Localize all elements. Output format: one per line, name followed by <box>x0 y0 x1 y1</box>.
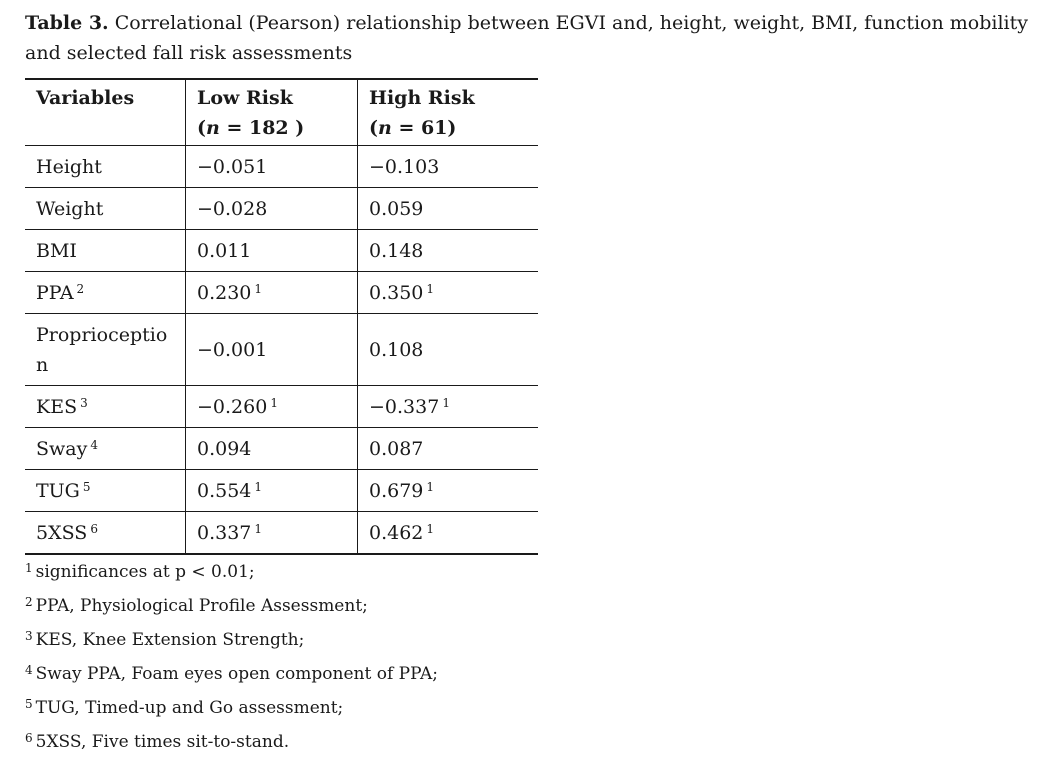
low-risk-value: 0.554 <box>197 479 252 502</box>
footnote-mark: 2 <box>25 595 33 609</box>
footnote-text: TUG, Timed-up and Go assessment; <box>35 698 344 718</box>
high-risk-footnote-mark: 1 <box>426 281 435 296</box>
low-risk-value: −0.260 <box>197 395 268 418</box>
high-risk-value: 0.059 <box>369 197 424 220</box>
header-variables-label: Variables <box>36 87 135 109</box>
table-body <box>25 146 538 555</box>
low-risk-value: −0.001 <box>197 338 268 361</box>
low-risk-cell <box>186 272 358 314</box>
header-high-risk-label: High Risk <box>369 87 475 109</box>
variable-footnote-mark: 6 <box>90 521 98 536</box>
header-low-risk <box>186 79 358 146</box>
caption-label: Table 3. <box>25 12 109 34</box>
low-risk-cell <box>186 314 358 386</box>
high-risk-value: −0.337 <box>369 395 440 418</box>
footnote-mark: 4 <box>25 663 33 677</box>
variable-value: TUG <box>36 479 80 502</box>
high-risk-cell <box>358 428 539 470</box>
table-caption <box>25 8 1050 68</box>
footnote-mark: 6 <box>25 731 33 745</box>
header-low-risk-n: (n = 182 ) <box>197 117 305 139</box>
header-high-risk <box>358 79 539 146</box>
low-risk-cell <box>186 428 358 470</box>
high-risk-cell <box>358 386 539 428</box>
header-low-risk-label: Low Risk <box>197 87 293 109</box>
high-risk-value: −0.103 <box>369 155 440 178</box>
high-risk-cell <box>358 512 539 555</box>
footnotes <box>25 553 438 757</box>
variable-value: BMI <box>36 239 77 262</box>
high-risk-value: 0.148 <box>369 239 424 262</box>
high-risk-cell <box>358 230 539 272</box>
high-risk-cell <box>358 314 539 386</box>
low-risk-footnote-mark: 1 <box>270 395 278 410</box>
table-row <box>25 230 538 272</box>
high-risk-cell <box>358 188 539 230</box>
variable-footnote-mark: 3 <box>80 395 88 410</box>
variable-value: KES <box>36 395 78 418</box>
footnote-item <box>25 689 438 723</box>
table-row <box>25 146 538 188</box>
variable-cell <box>25 146 186 188</box>
variable-cell <box>25 512 186 555</box>
low-risk-footnote-mark: 1 <box>254 479 263 494</box>
variable-value: Proprioceptio n <box>36 323 168 376</box>
header-variables <box>25 79 186 146</box>
low-risk-value: 0.011 <box>197 239 252 262</box>
low-risk-value: 0.094 <box>197 437 252 460</box>
variable-cell <box>25 470 186 512</box>
table-row <box>25 386 538 428</box>
variable-cell <box>25 272 186 314</box>
table-row <box>25 428 538 470</box>
high-risk-footnote-mark: 1 <box>442 395 450 410</box>
low-risk-cell <box>186 188 358 230</box>
caption-text: Correlational (Pearson) relationship between EGVI and, height, weight, BMI, function mobility and selected fall risk assessments <box>25 12 1028 64</box>
variable-value: Sway <box>36 437 88 460</box>
low-risk-cell <box>186 512 358 555</box>
variable-cell <box>25 428 186 470</box>
footnote-item <box>25 621 438 655</box>
correlation-table <box>25 78 538 555</box>
variable-cell <box>25 188 186 230</box>
table-row <box>25 470 538 512</box>
low-risk-value: −0.051 <box>197 155 268 178</box>
footnote-item <box>25 587 438 621</box>
low-risk-value: 0.230 <box>197 281 252 304</box>
low-risk-cell <box>186 230 358 272</box>
footnote-text: 5XSS, Five times sit-to-stand. <box>35 732 290 752</box>
variable-footnote-mark: 5 <box>82 479 91 494</box>
high-risk-cell <box>358 146 539 188</box>
variable-footnote-mark: 2 <box>76 281 85 296</box>
variable-footnote-mark: 4 <box>90 437 98 452</box>
low-risk-cell <box>186 470 358 512</box>
footnote-text: KES, Knee Extension Strength; <box>35 630 305 650</box>
variable-value: Weight <box>36 197 104 220</box>
high-risk-value: 0.350 <box>369 281 424 304</box>
high-risk-value: 0.087 <box>369 437 424 460</box>
footnote-mark: 3 <box>25 629 33 643</box>
variable-cell <box>25 230 186 272</box>
table-header-row <box>25 79 538 146</box>
footnote-text: Sway PPA, Foam eyes open component of PPA; <box>35 664 438 684</box>
low-risk-footnote-mark: 1 <box>254 521 263 536</box>
high-risk-value: 0.108 <box>369 338 424 361</box>
high-risk-cell <box>358 470 539 512</box>
footnote-item <box>25 655 438 689</box>
footnote-mark: 5 <box>25 697 33 711</box>
variable-value: 5XSS <box>36 521 88 544</box>
variable-cell <box>25 314 186 386</box>
footnote-item <box>25 553 438 587</box>
variable-value: Height <box>36 155 102 178</box>
footnote-text: significances at p < 0.01; <box>35 562 255 582</box>
table-row <box>25 272 538 314</box>
variable-cell <box>25 386 186 428</box>
high-risk-value: 0.462 <box>369 521 424 544</box>
high-risk-cell <box>358 272 539 314</box>
low-risk-value: 0.337 <box>197 521 252 544</box>
header-high-risk-n: (n = 61) <box>369 117 457 139</box>
high-risk-value: 0.679 <box>369 479 424 502</box>
footnote-text: PPA, Physiological Profile Assessment; <box>35 596 368 616</box>
table-row <box>25 314 538 386</box>
low-risk-footnote-mark: 1 <box>254 281 263 296</box>
low-risk-cell <box>186 146 358 188</box>
footnote-item <box>25 723 438 757</box>
table-row <box>25 512 538 555</box>
low-risk-value: −0.028 <box>197 197 268 220</box>
table-row <box>25 188 538 230</box>
variable-value: PPA <box>36 281 74 304</box>
low-risk-cell <box>186 386 358 428</box>
high-risk-footnote-mark: 1 <box>426 521 435 536</box>
footnote-mark: 1 <box>25 561 33 575</box>
high-risk-footnote-mark: 1 <box>426 479 435 494</box>
